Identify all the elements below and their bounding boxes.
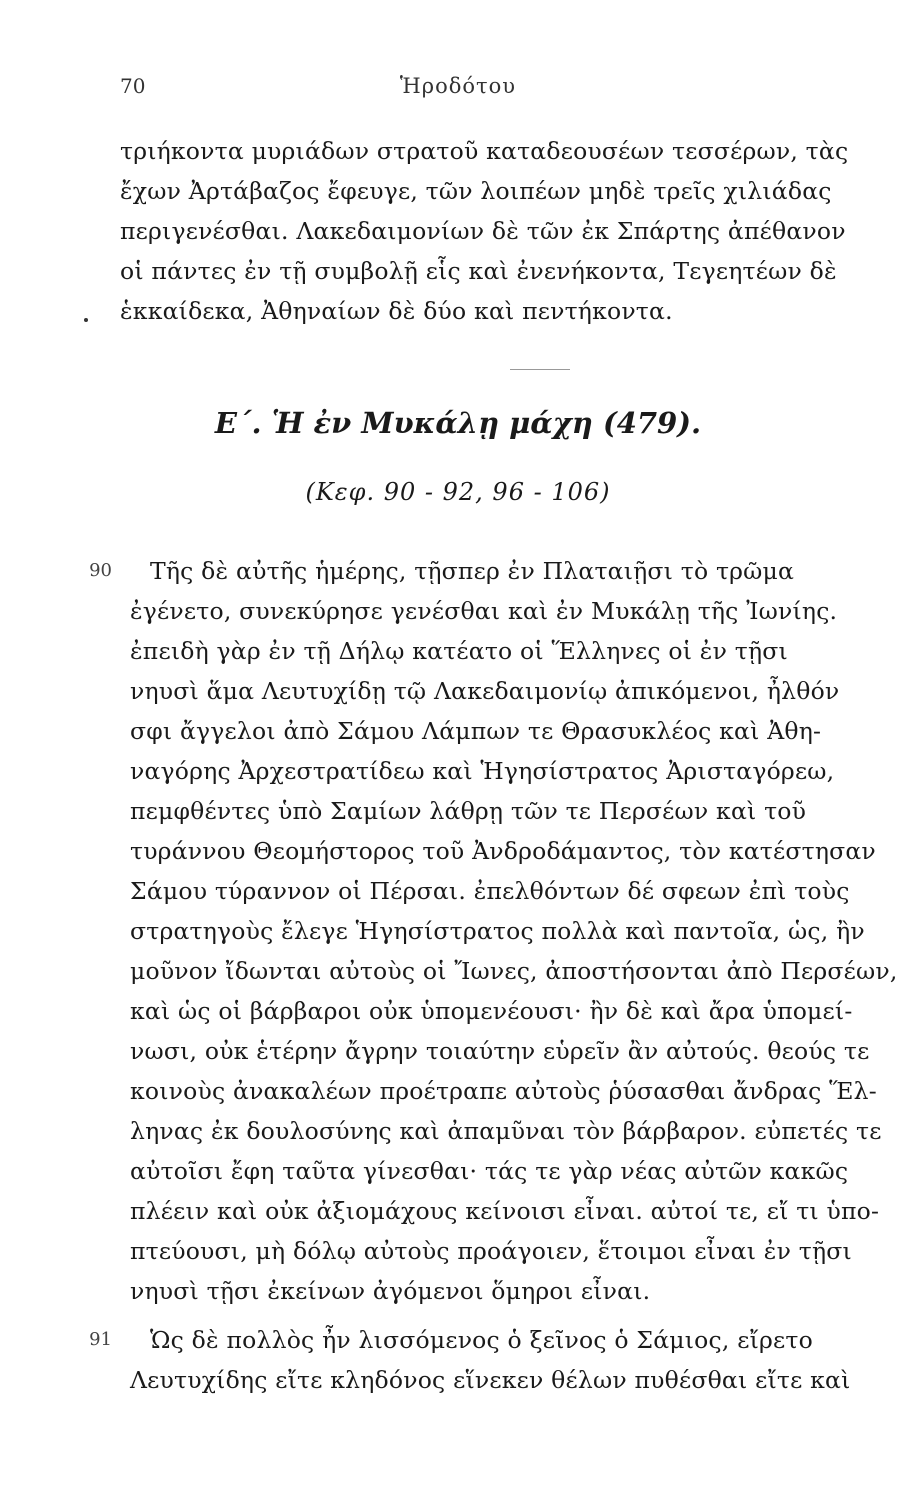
text-line: κοινοὺς ἀνακαλέων προέτραπε αὐτοὺς ῥύσασθαι ἄνδρας Ἕλ-: [130, 1077, 877, 1105]
text-line: πλέειν καὶ οὐκ ἀξιομάχους κείνοισι εἶναι. αὐτοί τε, εἴ τι ὑπο-: [130, 1197, 880, 1225]
paragraph-90: [89, 551, 900, 1311]
text-line: ληνας ἐκ δουλοσύνης καὶ ἀπαμῦναι τὸν βάρβαρον. εὐπετές τε: [130, 1117, 882, 1145]
text-line: σφι ἄγγελοι ἀπὸ Σάμου Λάμπων τε Θρασυκλέος καὶ Ἀθη-: [130, 717, 822, 745]
text-line: πτεύουσι, μὴ δόλῳ αὐτοὺς προάγοιεν, ἕτοιμοι εἶναι ἐν τῇσι: [130, 1237, 852, 1265]
section-divider: [510, 369, 570, 370]
margin-dot: [84, 318, 88, 322]
text-line: νηυσὶ τῇσι ἐκείνων ἀγόμενοι ὅμηροι εἶναι.: [130, 1277, 651, 1305]
text-line: πεμφθέντες ὑπὸ Σαμίων λάθρῃ τῶν τε Περσέων καὶ τοῦ: [130, 797, 807, 825]
text-line: ἑκκαίδεκα, Ἀθηναίων δὲ δύο καὶ πεντήκοντα.: [120, 297, 673, 325]
text-line: καὶ ὡς οἱ βάρβαροι οὐκ ὑπομενέουσι· ἢν δὲ καὶ ἄρα ὑπομεί-: [130, 997, 853, 1025]
text-line: αὐτοῖσι ἔφη ταῦτα γίνεσθαι· τάς τε γὰρ νέας αὐτῶν κακῶς: [130, 1157, 849, 1185]
text-line: ἐπειδὴ γὰρ ἐν τῇ Δήλῳ κατέατο οἱ Ἕλληνες οἱ ἐν τῇσι: [130, 637, 788, 665]
paragraph-number: 90: [89, 560, 112, 581]
text-line: Ὡς δὲ πολλὸς ἦν λισσόμενος ὁ ξεῖνος ὁ Σάμιος, εἴρετο: [150, 1326, 813, 1354]
page-header: [0, 60, 916, 100]
paragraph-91: [89, 1320, 900, 1400]
text-line: ἔχων Ἀρτάβαζος ἔφευγε, τῶν λοιπέων μηδὲ τρεῖς χιλιάδας: [120, 177, 832, 205]
section-subheading: (Κεφ. 90 - 92, 96 - 106): [305, 478, 611, 506]
page-number: 70: [120, 74, 146, 98]
text-line: ἐγένετο, συνεκύρησε γενέσθαι καὶ ἐν Μυκάλῃ τῆς Ἰωνίης.: [130, 597, 838, 625]
text-line: νωσι, οὐκ ἑτέρην ἄγρην τοιαύτην εὑρεῖν ἂν αὐτούς. θεούς τε: [130, 1037, 870, 1065]
top-text: [120, 131, 900, 331]
text-line: Τῆς δὲ αὐτῆς ἡμέρης, τῇσπερ ἐν Πλαταιῇσι τὸ τρῶμα: [150, 557, 795, 585]
text-line: τριήκοντα μυριάδων στρατοῦ καταδεουσέων τεσσέρων, τὰς: [120, 137, 849, 165]
text-line: ναγόρης Ἀρχεστρατίδεω καὶ Ἡγησίστρατος Ἀρισταγόρεω,: [130, 757, 835, 785]
section-heading: Ε΄. Ἡ ἐν Μυκάλῃ μάχη (479).: [214, 406, 702, 440]
text-line: Λευτυχίδης εἴτε κληδόνος εἵνεκεν θέλων πυθέσθαι εἴτε καὶ: [130, 1366, 851, 1394]
running-title: Ἡροδότου: [399, 74, 517, 98]
text-line: περιγενέσθαι. Λακεδαιμονίων δὲ τῶν ἐκ Σπάρτης ἀπέθανον: [120, 217, 846, 245]
text-line: στρατηγοὺς ἔλεγε Ἡγησίστρατος πολλὰ καὶ παντοῖα, ὡς, ἢν: [130, 917, 865, 945]
text-line: μοῦνον ἴδωνται αὐτοὺς οἱ Ἴωνες, ἀποστήσονται ἀπὸ Περσέων,: [130, 957, 898, 985]
text-line: νηυσὶ ἅμα Λευτυχίδῃ τῷ Λακεδαιμονίῳ ἀπικόμενοι, ἦλθόν: [130, 677, 840, 705]
paragraph-number: 91: [89, 1329, 112, 1350]
text-line: τυράννου Θεομήστορος τοῦ Ἀνδροδάμαντος, τὸν κατέστησαν: [130, 837, 876, 865]
text-line: οἱ πάντες ἐν τῇ συμβολῇ εἷς καὶ ἐνενήκοντα, Τεγεητέων δὲ: [120, 257, 837, 285]
text-line: Σάμου τύραννον οἱ Πέρσαι. ἐπελθόντων δέ σφεων ἐπὶ τοὺς: [130, 877, 850, 905]
